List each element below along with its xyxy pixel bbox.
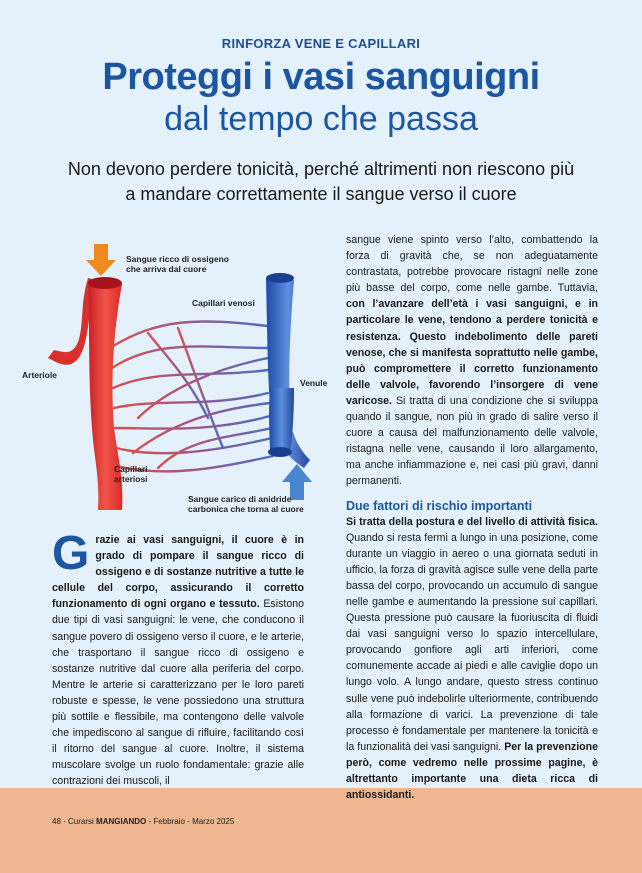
subtitle-line1: Non devono perdere tonicità, perché altrimenti non riescono più <box>67 159 575 179</box>
subtitle <box>40 157 602 207</box>
magazine-name: Curarsi <box>68 817 94 826</box>
paragraph-1: sangue viene spinto verso l’alto, combattendo la forza di gravità che, se non adeguatamente contrastata, potrebbe provocare ristagni nelle zone più basse del corpo, come nelle gambe. Tuttavia, con l’avanzare dell’età i vasi sanguigni, e in particolare le vene, tendono a perdere tonicità e resistenza. Questo indebolimento delle pareti venose, che si manifesta soprattutto nelle gambe, può compromettere il corretto funzionamento delle valvole, favorendo l’insorgere di vene varicose. Si tratta di una condizione che si sviluppa quando il sangue, non più in grado di salire verso il cuore a causa del malfunzionamento delle valvole, ristagna nelle vene, causando il loro allargamento, ma anche infiammazione e, nei casi più gravi, danni permanenti. <box>346 234 598 488</box>
label-venules: Venule <box>300 378 328 388</box>
page-title-line2: dal tempo che passa <box>164 100 478 138</box>
page-title: Proteggi i vasi sanguigni <box>102 56 540 98</box>
magazine-subtitle: MANGIANDO <box>96 817 147 826</box>
label-co2-blood: Sangue carico di anidride carbonica che torna al cuore <box>188 494 304 514</box>
issue-date: - Febbraio - Marzo 2025 <box>148 817 235 826</box>
vein-opening <box>268 447 292 457</box>
oxygen-arrow-icon <box>86 244 116 276</box>
label-venous-capillaries: Capillari venosi <box>192 298 255 308</box>
vessel-illustration <box>18 238 332 528</box>
artery-opening <box>88 277 122 289</box>
right-column <box>346 232 598 803</box>
dropcap: G <box>52 527 90 580</box>
vein <box>269 388 294 452</box>
label-arterioles: Arteriole <box>22 370 57 380</box>
label-oxygen-blood: Sangue ricco di ossigeno che arriva dal cuore <box>126 254 229 274</box>
label-arterial-capillaries: Capillari arteriosi <box>114 464 148 484</box>
left-column <box>52 527 304 790</box>
subtitle-line2: a mandare correttamente il sangue verso il cuore <box>125 184 517 204</box>
section-heading: Due fattori di rischio importanti <box>346 498 533 513</box>
page-number: 48 <box>52 817 61 826</box>
page-footer: 48 · Curarsi MANGIANDO - Febbraio - Marzo 2025 <box>52 817 235 826</box>
capillary-network <box>110 321 273 471</box>
intro-paragraph: Grazie ai vasi sanguigni, il cuore è in grado di pompare il sangue ricco di ossigeno e di sostanze nutritive a tutte le cellule del corpo, assicurando il corretto funzionamento di ogni organo e tessuto. Esistono due tipi di vasi sanguigni: le vene, che conducono il sangue povero di ossigeno verso il cuore, e le arterie, che trasportano il sangue ricco di ossigeno e sostanze nutritive dal cuore alla periferia del corpo. Mentre le arterie si caratterizzano per le loro pareti robuste e spesse, le vene possiedono una struttura più sottile e flessibile, ma contengono delle valvole che impediscono al sangue di rifluire, facilitando così il ritorno del sangue al cuore. Inoltre, il sistema muscolare svolge un ruolo fondamentale: grazie alle contrazioni dei muscoli, il <box>52 527 304 788</box>
blood-vessel-diagram <box>18 238 332 528</box>
kicker: RINFORZA VENE E CAPILLARI <box>221 36 421 51</box>
vein-top-opening <box>266 273 294 283</box>
paragraph-2: Si tratta della postura e del livello di attività fisica. Quando si resta fermi a lungo in una posizione, come durante un viaggio in aereo o una giornata seduti in ufficio, la forza di gravità agisce sulle vene della parte bassa del corpo, provocando un accumulo di sangue nelle gambe e aumentando la pressione sui capillari. Questa pressione può causare la fuoriuscita di fluidi dai vasi sanguigni verso lo spazio intercellulare, provocando gonfiore agli arti inferiori, come comunemente accade ai piedi e alle caviglie dopo un lungo volo. A lungo andare, questo stress continuo sulle vene può indebolirle ulteriormente, contribuendo alla formazione di varici. La prevenzione di tale processo è fondamentale per mantenere la tonicità e la funzionalità dei vasi sanguigni. Per la prevenzione però, come vedremo nelle prossime pagine, è altrettanto importante una dieta ricca di antiossidanti. <box>346 515 598 802</box>
